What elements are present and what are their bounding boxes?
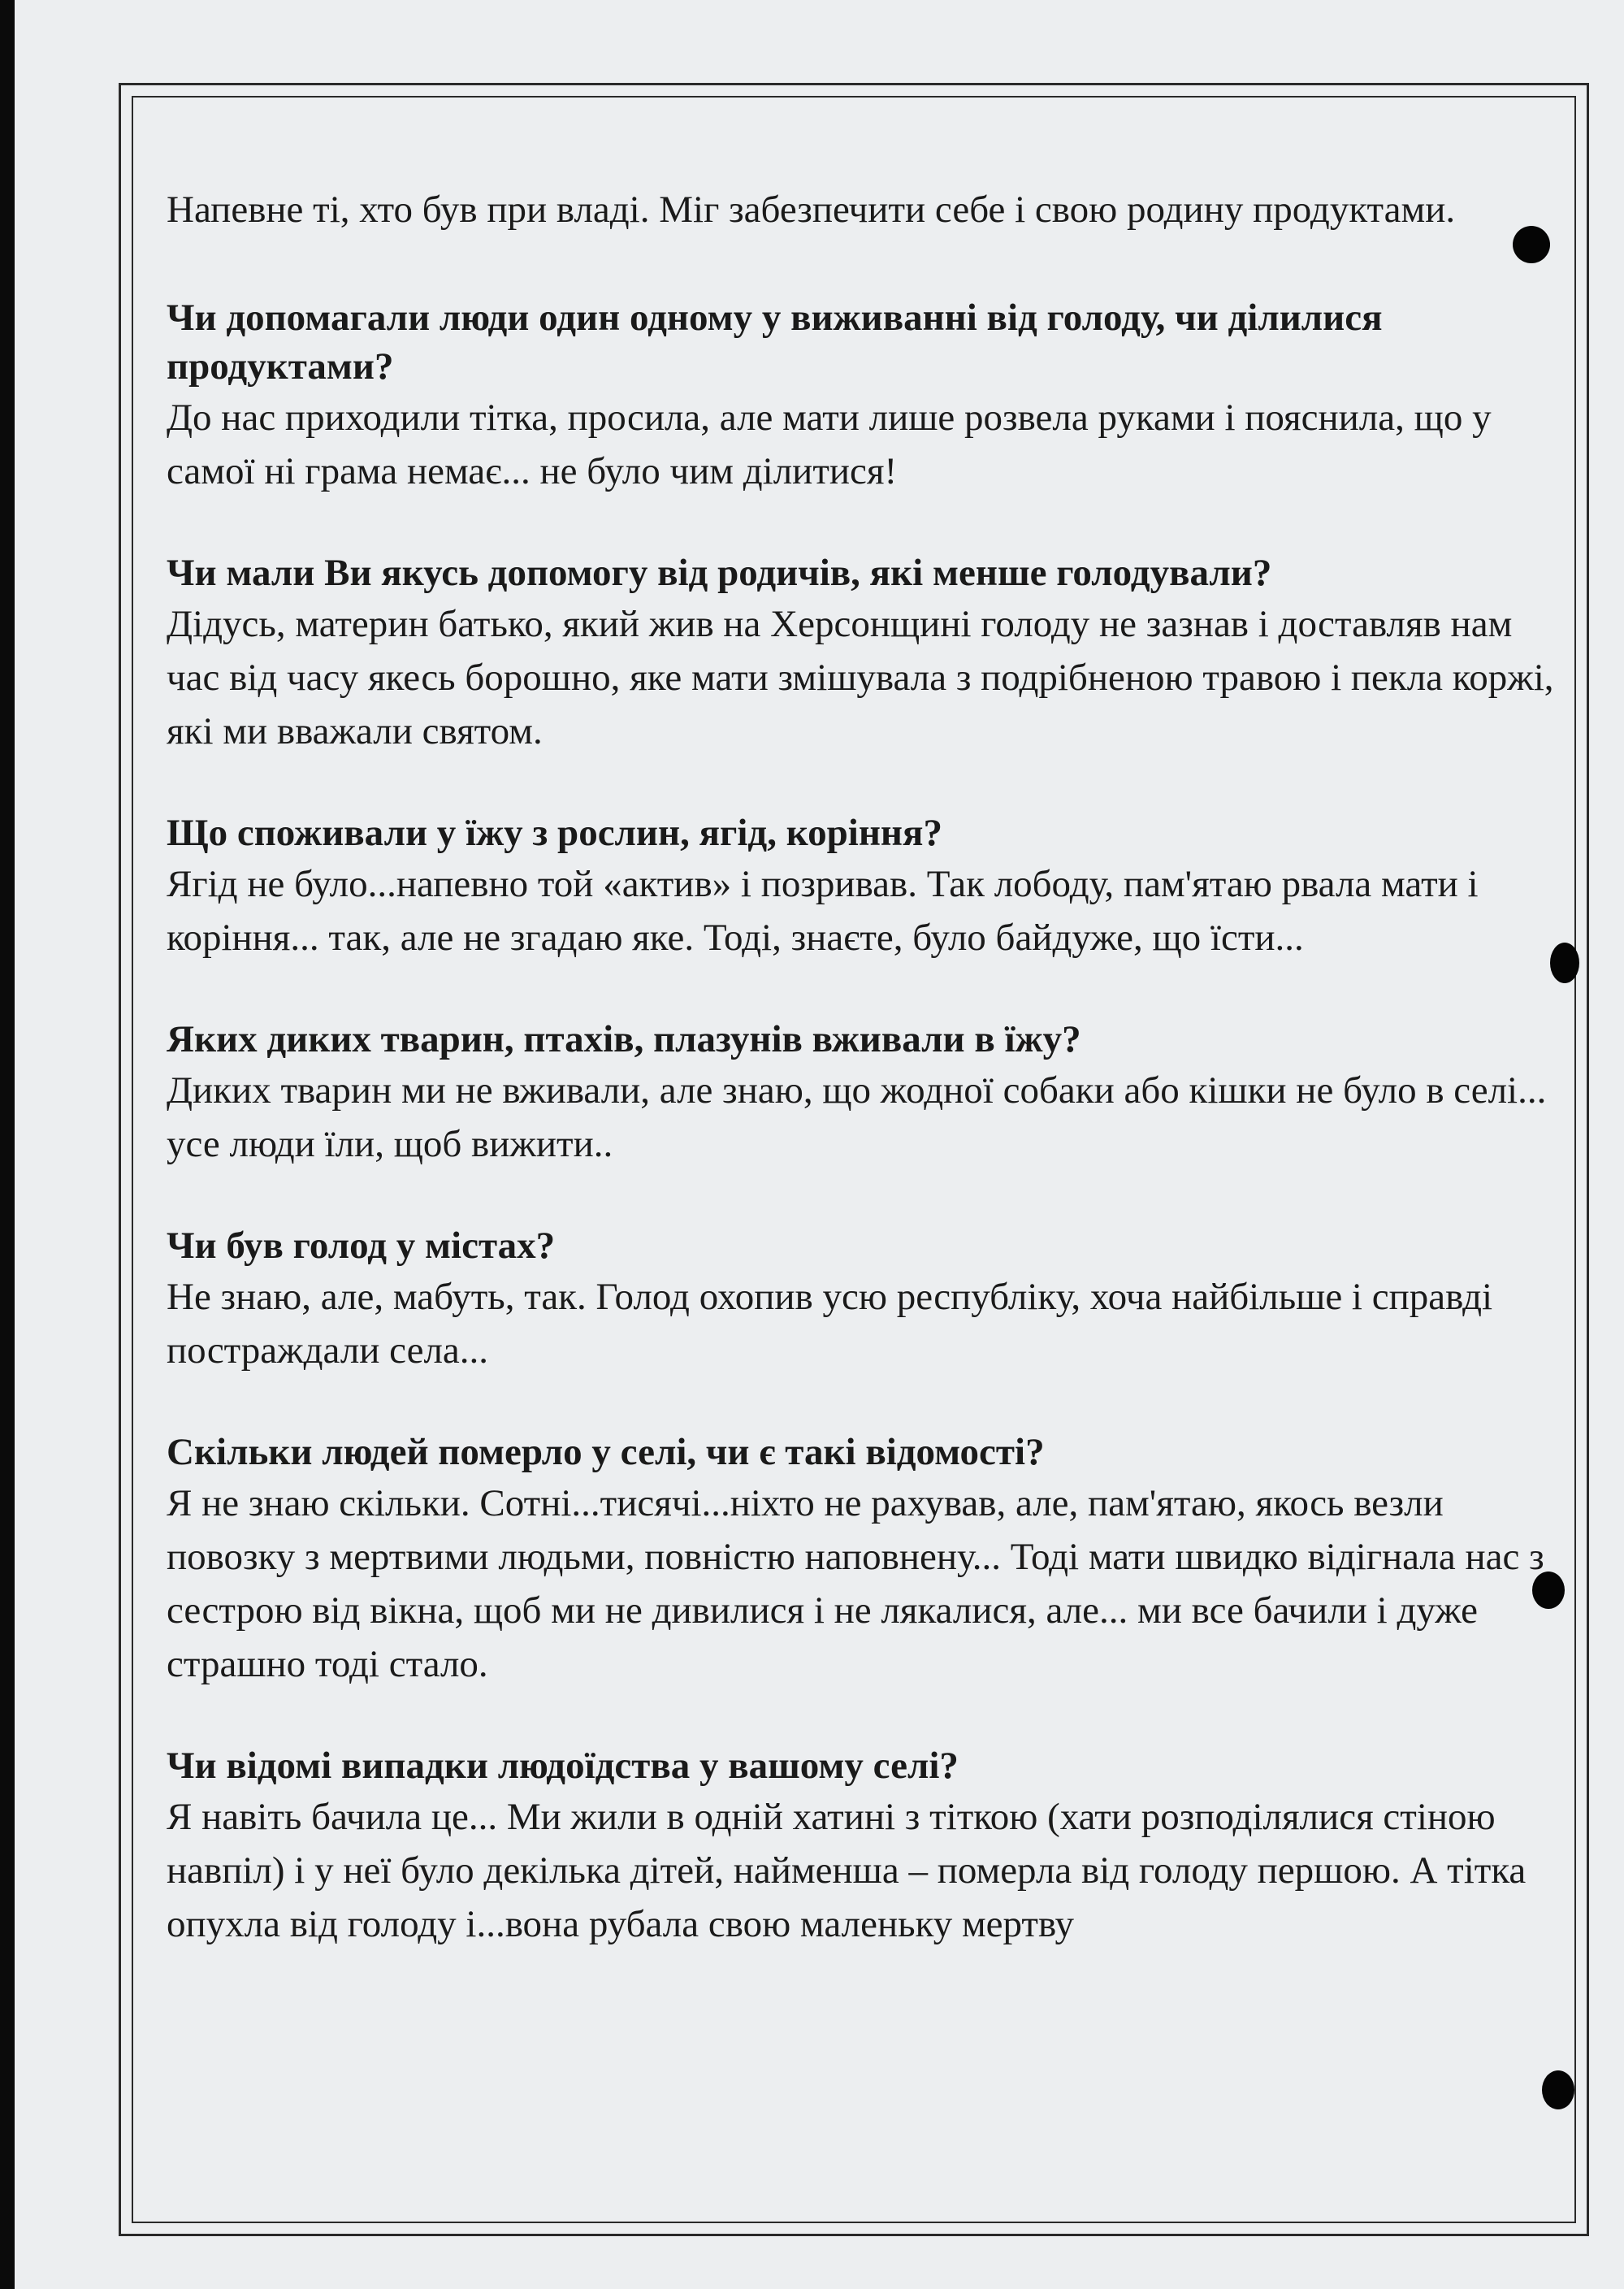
answer: Диких тварин ми не вживали, але знаю, що жодної собаки або кішки не було в селі... усе люди їли, щоб вижити.. [167, 1069, 1547, 1165]
qa-block [167, 1221, 1556, 1377]
qa-block [167, 293, 1556, 498]
question: Чи був голод у містах? [167, 1225, 556, 1267]
qa-block [167, 1428, 1556, 1691]
answer: Ягід не було...напевно той «актив» і позривав. Так лободу, пам'ятаю рвала мати і коріння... так, але не згадаю яке. Тоді, знаєте, було байдуже, що їсти... [167, 863, 1479, 959]
answer: Я не знаю скільки. Сотні...тисячі...ніхто не рахував, але, пам'ятаю, якось везли повозку з мертвими людьми, повністю наповнену... Тоді мати швидко відігнала нас з сестрою від вікна, щоб ми не дивилися і не лякалися, але... ми все бачили і дуже страшно тоді стало. [167, 1482, 1544, 1685]
answer: Не знаю, але, мабуть, так. Голод охопив усю республіку, хоча найбільше і справді постраждали села... [167, 1276, 1493, 1372]
qa-block [167, 548, 1556, 758]
punch-hole-mark [1542, 2070, 1574, 2109]
answer: До нас приходили тітка, просила, але мати лише розвела руками і пояснила, що у самої ні грама немає... не було чим ділитися! [167, 397, 1492, 492]
answer: Дідусь, материн батько, який жив на Херсонщині голоду не зазнав і доставляв нам час від часу якесь борошно, яке мати змішувала з подрібненою травою і пекла коржі, які ми вважали святом. [167, 603, 1554, 752]
intro-block [167, 183, 1556, 236]
question: Яких диких тварин, птахів, плазунів вживали в їжу? [167, 1018, 1081, 1060]
qa-block [167, 809, 1556, 965]
interview-text [167, 183, 1556, 2001]
answer: Я навіть бачила це... Ми жили в одній хатині з тіткою (хати розподілялися стіною навпіл) і у неї було декілька дітей, найменша – померла від голоду першою. А тітка опухла від голоду і...вона рубала свою маленьку мертву [167, 1796, 1527, 1945]
question: Чи мали Ви якусь допомогу від родичів, які менше голодували? [167, 552, 1272, 594]
question: Чи відомі випадки людоїдства у вашому селі? [167, 1745, 959, 1787]
question: Скільки людей померло у селі, чи є такі відомості? [167, 1431, 1045, 1473]
question: Що споживали у їжу з рослин, ягід, коріння? [167, 812, 942, 854]
qa-block [167, 1015, 1556, 1171]
intro-paragraph: Напевне ті, хто був при владі. Міг забезпечити себе і свою родину продуктами. [167, 189, 1456, 231]
question: Чи допомагали люди один одному у виживанні від голоду, чи ділилися продуктами? [167, 297, 1383, 388]
qa-block [167, 1741, 1556, 1951]
